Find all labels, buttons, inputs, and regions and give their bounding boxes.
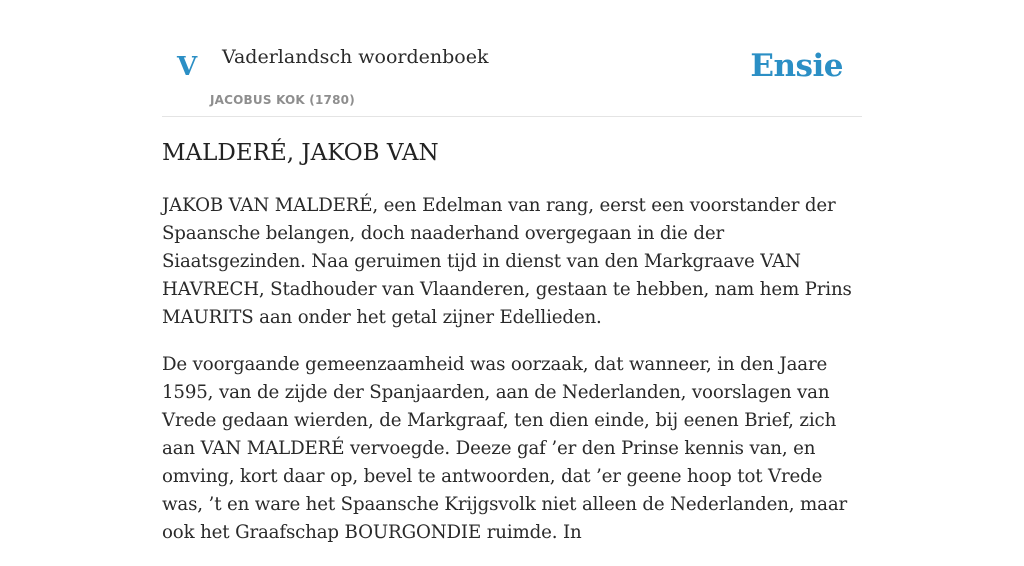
entry-paragraph: De voorgaande gemeenzaamheid was oorzaak, dat wanneer, in den Jaare 1595, van de zijde der Spanjaarden, aan de Nederlanden, voorslagen van Vrede gedaan wierden, de Markgraaf, ten dien einde, bij eenen Brief, zich aan VAN MALDERÉ vervoegde. Deeze gaf ’er den Prinse kennis van, en omving, kort daar op, bevel te antwoorden, dat ’er geene hoop tot Vrede was, ’t en ware het Spaansche Krijgsvolk niet alleen de Nederlanden, maar ook het Graafschap BOURGONDIE ruimde. In [162, 354, 848, 543]
page [162, 0, 862, 543]
entry-paragraph: JAKOB VAN MALDERÉ, een Edelman van rang, eerst een voorstander der Spaansche belangen, doch naaderhand overgegaan in die der Siaatsgezinden. Naa geruimen tijd in dienst van den Markgraave VAN HAVRECH, Stadhouder van Vlaanderen, gestaan te hebben, nam hem Prins MAURITS aan onder het getal zijner Edellieden. [162, 195, 852, 328]
entry-title: MALDERÉ, JAKOB VAN [162, 140, 439, 166]
entry-body [162, 192, 862, 566]
book-letter-icon[interactable]: V [177, 52, 198, 82]
book-title-link[interactable]: Vaderlandsch woordenboek [222, 46, 489, 68]
book-author: JACOBUS KOK (1780) [210, 93, 355, 107]
book-header [162, 0, 862, 117]
ensie-logo[interactable]: Ensie [750, 48, 843, 84]
